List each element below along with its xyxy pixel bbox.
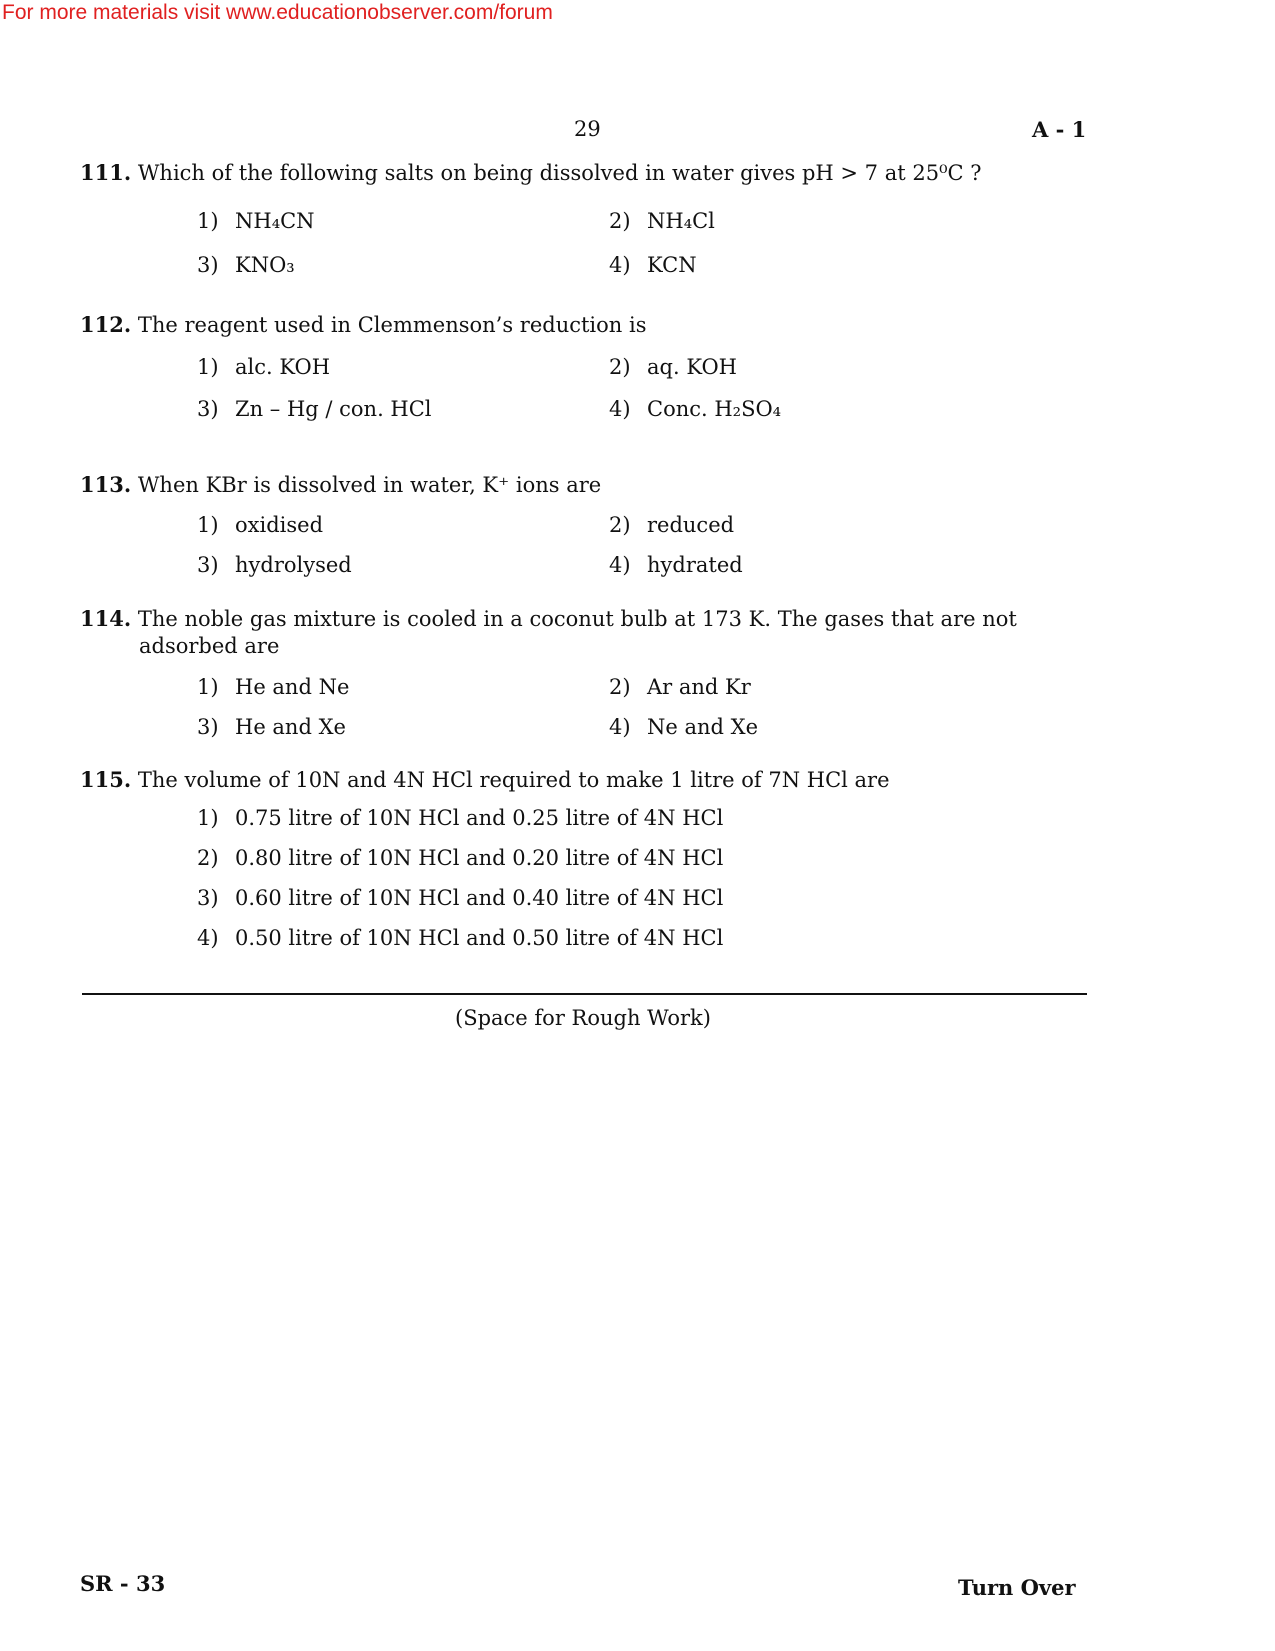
option-text: 0.60 litre of 10N HCl and 0.40 litre of 4N HCl [235, 886, 724, 910]
question-text: The reagent used in Clemmenson’s reduction is [137, 313, 647, 337]
option-number: 2) [609, 355, 631, 379]
option-text: aq. KOH [647, 355, 737, 379]
option-2 [609, 355, 737, 379]
question-113 [80, 472, 1040, 497]
option-1 [197, 806, 723, 830]
option-4 [609, 253, 697, 277]
option-text: KNO₃ [235, 253, 295, 277]
option-4 [609, 397, 781, 421]
option-number: 4) [609, 715, 631, 739]
question-text: The volume of 10N and 4N HCl required to make 1 litre of 7N HCl are [137, 768, 890, 792]
option-number: 2) [197, 846, 219, 870]
option-number: 1) [197, 675, 219, 699]
option-text: Ne and Xe [647, 715, 759, 739]
option-text: He and Xe [235, 715, 346, 739]
option-1 [197, 209, 315, 233]
option-number: 1) [197, 209, 219, 233]
option-text: hydrated [647, 553, 743, 577]
option-number: 3) [197, 715, 219, 739]
question-text: When KBr is dissolved in water, K⁺ ions are [137, 473, 602, 497]
question-number: 115. [80, 767, 132, 792]
question-number: 112. [80, 312, 132, 337]
option-text: NH₄CN [235, 209, 315, 233]
option-text: Ar and Kr [647, 675, 751, 699]
option-4 [609, 553, 743, 577]
option-number: 4) [197, 926, 219, 950]
option-3 [197, 253, 295, 277]
rough-work-label: (Space for Rough Work) [455, 1006, 711, 1030]
option-3 [197, 397, 432, 421]
option-text: 0.75 litre of 10N HCl and 0.25 litre of 4N HCl [235, 806, 724, 830]
question-text-continued: adsorbed are [139, 634, 280, 658]
option-number: 4) [609, 397, 631, 421]
option-3 [197, 553, 352, 577]
option-1 [197, 355, 330, 379]
option-text: 0.80 litre of 10N HCl and 0.20 litre of 4N HCl [235, 846, 724, 870]
question-number: 114. [80, 606, 132, 631]
option-text: KCN [647, 253, 697, 277]
option-1 [197, 675, 349, 699]
question-114 [80, 606, 1040, 631]
option-number: 4) [609, 553, 631, 577]
question-number: 113. [80, 472, 132, 497]
page-number: 29 [574, 117, 601, 141]
option-1 [197, 513, 323, 537]
question-111 [80, 160, 1040, 185]
source-banner: For more materials visit www.educationobserver.com/forum [2, 1, 553, 24]
option-number: 1) [197, 355, 219, 379]
footer-turn-over: Turn Over [958, 1575, 1076, 1600]
option-number: 3) [197, 886, 219, 910]
question-text: Which of the following salts on being dissolved in water gives pH > 7 at 25⁰C ? [137, 161, 982, 185]
option-text: He and Ne [235, 675, 350, 699]
option-number: 2) [609, 675, 631, 699]
option-number: 3) [197, 253, 219, 277]
option-4 [197, 926, 723, 950]
option-4 [609, 715, 758, 739]
option-text: hydrolysed [235, 553, 352, 577]
option-number: 1) [197, 513, 219, 537]
option-3 [197, 886, 723, 910]
option-text: alc. KOH [235, 355, 331, 379]
option-text: reduced [647, 513, 735, 537]
option-2 [197, 846, 723, 870]
question-112 [80, 312, 1040, 337]
option-2 [609, 513, 734, 537]
option-text: 0.50 litre of 10N HCl and 0.50 litre of 4N HCl [235, 926, 724, 950]
option-text: Conc. H₂SO₄ [647, 397, 782, 421]
option-number: 3) [197, 553, 219, 577]
option-2 [609, 209, 715, 233]
question-number: 111. [80, 160, 132, 185]
option-number: 1) [197, 806, 219, 830]
option-text: NH₄Cl [647, 209, 715, 233]
option-2 [609, 675, 751, 699]
paper-code: A - 1 [1032, 117, 1087, 142]
option-text: Zn – Hg / con. HCl [235, 397, 432, 421]
option-text: oxidised [235, 513, 324, 537]
question-text: The noble gas mixture is cooled in a coconut bulb at 173 K. The gases that are not [137, 607, 1017, 631]
option-number: 4) [609, 253, 631, 277]
footer-series-code: SR - 33 [80, 1571, 166, 1596]
option-number: 2) [609, 513, 631, 537]
question-115 [80, 767, 1040, 792]
divider-line [82, 993, 1087, 995]
option-number: 3) [197, 397, 219, 421]
option-number: 2) [609, 209, 631, 233]
option-3 [197, 715, 346, 739]
